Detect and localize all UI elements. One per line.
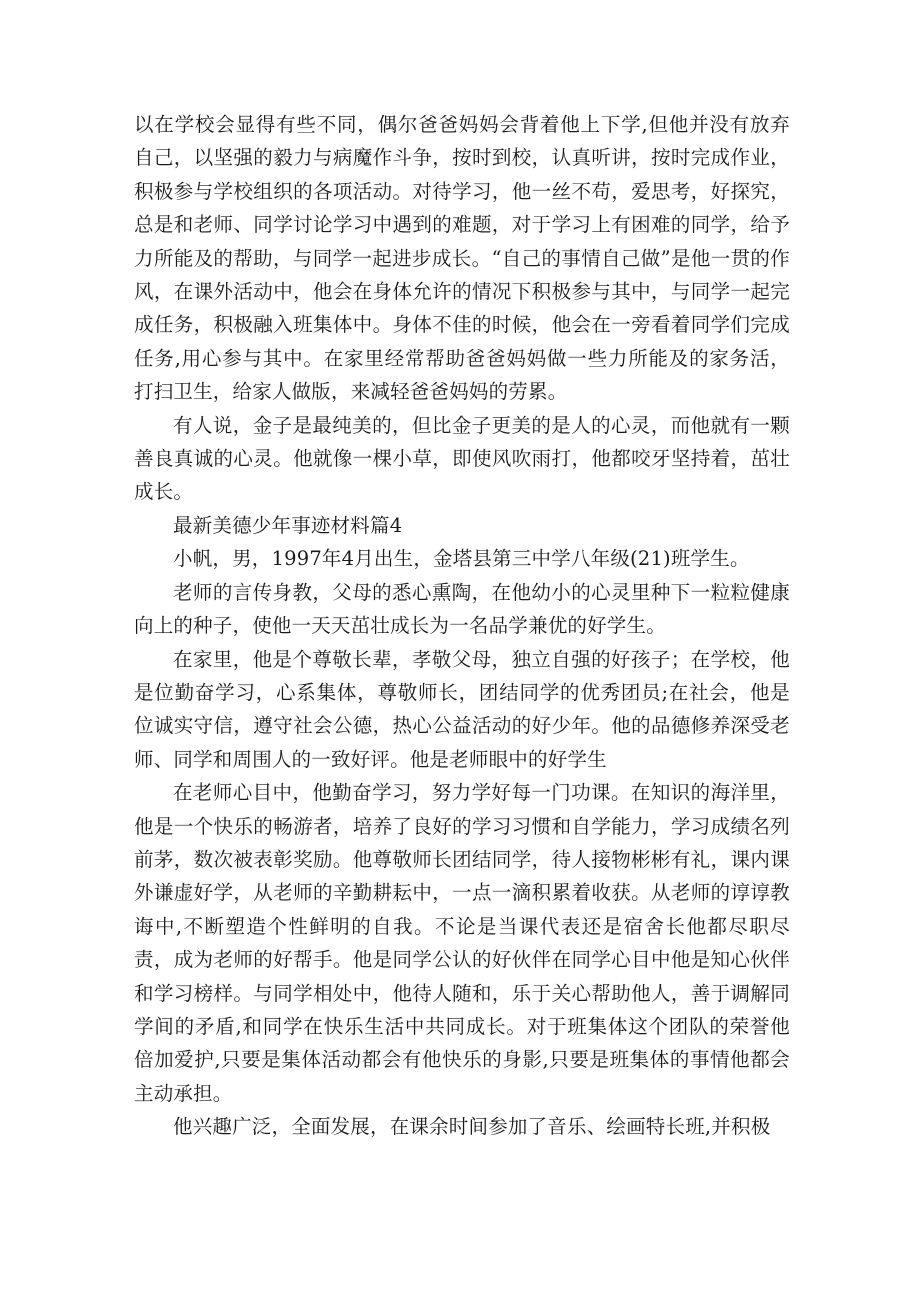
paragraph: 在老师心目中，他勤奋学习，努力学好每一门功课。在知识的海洋里，他是一个快乐的畅游者，培养了良好的学习习惯和自学能力，学习成绩名列前茅，数次被表彰奖励。他尊敬师长团结同学，待人接物彬彬有礼，课内课外谦虚好学，从老师的辛勤耕耘中，一点一滴积累着收获。从老师的谆谆教诲中,不断塑造个性鲜明的自我。不论是当课代表还是宿舍长他都尽职尽责，成为老师的好帮手。他是同学公认的好伙伴在同学心目中他是知心伙伴和学习榜样。与同学相处中，他待人随和，乐于关心帮助他人，善于调解同学间的矛盾,和同学在快乐生活中共同成长。对于班集体这个团队的荣誉他倍加爱护,只要是集体活动都会有他快乐的身影,只要是班集体的事情他都会主动承担。 <box>134 781 790 1105</box>
paragraph: 老师的言传身教，父母的悉心熏陶，在他幼小的心灵里种下一粒粒健康向上的种子，使他一天天茁壮成长为一名品学兼优的好学生。 <box>134 580 790 638</box>
student-intro: 小帆，男，1997年4月出生，金塔县第三中学八年级(21)班学生。 <box>173 547 750 571</box>
paragraph: 有人说，金子是最纯美的，但比金子更美的是人的心灵，而他就有一颗善良真诚的心灵。他就像一棵小草，即使风吹雨打，他都咬牙坚持着，茁壮成长。 <box>134 413 790 504</box>
paragraph-continued: 以在学校会显得有些不同，偶尔爸爸妈妈会背着他上下学,但他并没有放弃自己，以坚强的毅力与病魔作斗争，按时到校，认真听讲，按时完成作业，积极参与学校组织的各项活动。对待学习，他一丝不苟，爱思考，好探究，总是和老师、同学讨论学习中遇到的难题，对于学习上有困难的同学，给予力所能及的帮助，与同学一起进步成长。“自己的事情自己做”是他一贯的作风，在课外活动中，他会在身体允许的情况下积极参与其中，与同学一起完成任务，积极融入班集体中。身体不佳的时候，他会在一旁看着同学们完成任务,用心参与其中。在家里经常帮助爸爸妈妈做一些力所能及的家务活，打扫卫生，给家人做版，来减轻爸爸妈妈的劳累。 <box>134 113 790 404</box>
paragraph-truncated: 他兴趣广泛，全面发展，在课余时间参加了音乐、绘画特长班,并积极 <box>173 1115 771 1139</box>
paragraph: 在家里，他是个尊敬长辈，孝敬父母，独立自强的好孩子；在学校，他是位勤奋学习，心系集体，尊敬师长，团结同学的优秀团员;在社会，他是位诚实守信，遵守社会公德，热心公益活动的好少年。他的品德修养深受老师、同学和周围人的一致好评。他是老师眼中的好学生 <box>134 647 790 771</box>
section-heading: 最新美德少年事迹材料篇4 <box>173 513 403 537</box>
document-body <box>134 108 790 1144</box>
